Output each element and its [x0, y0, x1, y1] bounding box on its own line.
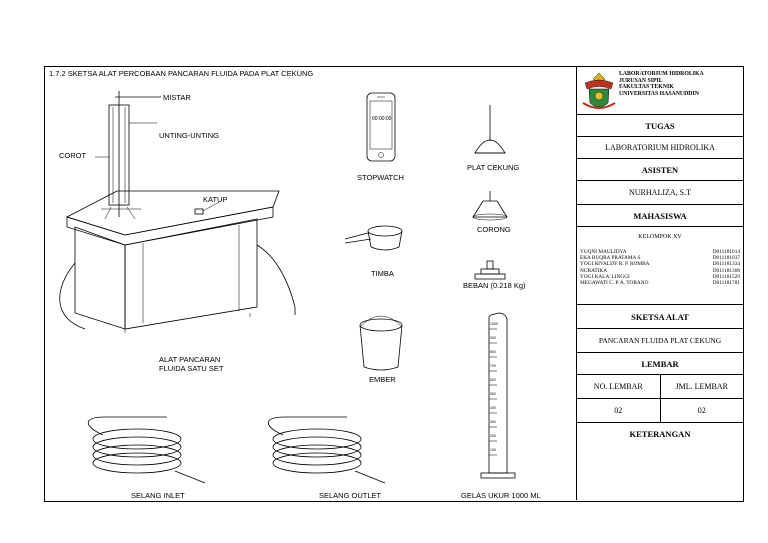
members-list: [580, 249, 740, 286]
label-timba: TIMBA: [371, 269, 394, 278]
graduated-cylinder-drawing: [481, 313, 515, 478]
member-name: NURATIKA: [580, 267, 608, 274]
lembar-values-row: [577, 399, 743, 423]
gelas-tick: 1000: [490, 322, 498, 326]
sketch-title: 1.7.2 SKETSA ALAT PERCOBAAN PANCARAN FLUIDA PADA PLAT CEKUNG: [49, 69, 314, 78]
gelas-tick: 200: [490, 434, 496, 438]
label-corong: CORONG: [477, 225, 511, 234]
label-unting: UNTING-UNTING: [159, 131, 219, 140]
member-nim: D011181308: [712, 267, 740, 274]
gelas-tick: 500: [490, 392, 496, 396]
title-block: [576, 67, 743, 500]
gelas-tick: 900: [490, 336, 496, 340]
inlet-hose-drawing: [88, 417, 205, 483]
jet-apparatus-drawing: [60, 91, 295, 333]
sketsa-header: SKETSA ALAT: [577, 305, 743, 329]
no-lembar-value: 02: [577, 399, 661, 422]
weight-drawing: [475, 261, 505, 279]
member-name: MEGAWATI C. P. A. TORANO: [580, 280, 649, 287]
member-nim: D011181781: [712, 280, 740, 287]
gelas-tick: 700: [490, 364, 496, 368]
label-plat-cekung: PLAT CEKUNG: [467, 163, 520, 172]
label-mistar: MISTAR: [163, 93, 191, 102]
stopwatch-screen-text: 00:00:00: [372, 116, 392, 122]
label-stopwatch: STOPWATCH: [357, 173, 404, 182]
lembar-header: LEMBAR: [577, 353, 743, 375]
no-lembar-label: NO. LEMBAR: [577, 375, 661, 398]
member-nim: D011181037: [712, 255, 740, 262]
member-name: YUQNI MAULIDYA: [580, 249, 627, 255]
label-ember: EMBER: [369, 375, 396, 384]
gelas-tick: 600: [490, 378, 496, 382]
label-alat-line2: FLUIDA SATU SET: [159, 364, 224, 373]
institution-line: JURUSAN SIPIL: [619, 77, 663, 84]
drawing-area: [45, 67, 575, 500]
title-block-header: [577, 67, 743, 115]
lembar-labels-row: [577, 375, 743, 399]
outlet-hose-drawing: [268, 417, 385, 483]
label-selang-outlet: SELANG OUTLET: [319, 491, 382, 500]
asisten-value: NURHALIZA, S.T: [577, 181, 743, 205]
member-name: EKA BUQRA PRATAMA S.: [580, 255, 642, 262]
gelas-tick: 300: [490, 420, 496, 424]
tugas-header: TUGAS: [577, 115, 743, 137]
institution-line: LABORATORIUM HIDROLIKA: [619, 71, 704, 77]
member-nim: D011181014: [712, 249, 740, 255]
member-nim: D011181334: [712, 261, 740, 268]
member-row: [580, 280, 740, 286]
funnel-drawing: [473, 191, 507, 220]
asisten-header: ASISTEN: [577, 159, 743, 181]
gelas-tick: 100: [490, 448, 496, 452]
jml-lembar-label: JML. LEMBAR: [675, 382, 728, 391]
mahasiswa-header: MAHASISWA: [577, 205, 743, 227]
label-alat-line1: ALAT PANCARAN: [159, 355, 221, 364]
member-name: YOGI RIVALDY R. P. ROMBA: [580, 261, 650, 268]
label-katup: KATUP: [203, 195, 228, 204]
mahasiswa-list: [577, 227, 743, 305]
label-selang-inlet: SELANG INLET: [131, 491, 185, 500]
tugas-value: LABORATORIUM HIDROLIKA: [577, 137, 743, 159]
keterangan-header: KETERANGAN: [629, 429, 691, 439]
concave-plate-drawing: [475, 105, 505, 153]
gelas-tick: 400: [490, 406, 496, 410]
jml-lembar-value: 02: [697, 406, 706, 415]
university-logo-icon: [579, 69, 619, 113]
member-nim: D011181529: [712, 273, 740, 280]
label-beban: BEBAN (0.218 Kg): [463, 281, 526, 290]
label-gelas-ukur: GELAS UKUR 1000 ML: [461, 491, 541, 500]
drawing-sheet: [44, 66, 744, 502]
member-name: YOGI KALA' LINGGI: [580, 273, 630, 280]
kelompok-label: KELOMPOK XV: [638, 234, 682, 240]
institution-text: [619, 71, 704, 97]
institution-line: FAKULTAS TEKNIK: [619, 84, 674, 91]
gelas-tick: 800: [490, 350, 496, 354]
sketsa-value: PANCARAN FLUIDA PLAT CEKUNG: [577, 329, 743, 353]
scoop-drawing: [345, 226, 402, 250]
label-corot: COROT: [59, 151, 87, 160]
bucket-drawing: [360, 316, 402, 370]
stopwatch-drawing: [367, 93, 395, 161]
institution-line: UNIVERSITAS HASANUDDIN: [619, 90, 699, 97]
